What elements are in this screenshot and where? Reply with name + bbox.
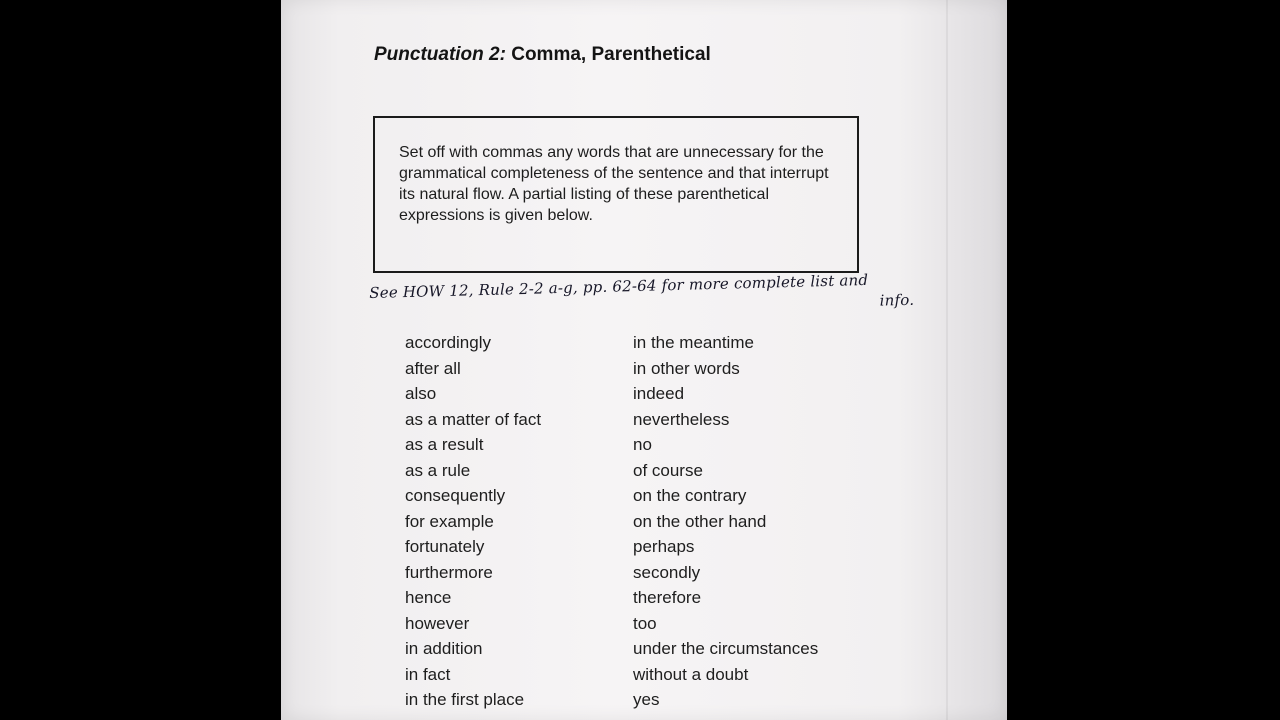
list-item: in the meantime [633, 333, 754, 352]
list-item: nevertheless [633, 409, 730, 429]
handwritten-note [369, 268, 930, 325]
page-shadow-edge [946, 0, 948, 720]
list-item: without a doubt [633, 664, 749, 684]
list-item: for example [405, 511, 494, 531]
list-item: in the first place [405, 690, 525, 709]
list-item: after all [405, 358, 461, 378]
list-item: too [633, 613, 657, 633]
rule-text: Set off with commas any words that are unnecessary for the grammatical completeness of the sentence and that interrupt its natural flow. A partial listing of these parenthetical expressions is given below. [399, 144, 829, 224]
list-item: as a result [405, 435, 484, 454]
list-item: furthermore [405, 562, 493, 582]
list-item: of course [633, 460, 703, 480]
document-page [281, 0, 1007, 720]
page-title [374, 44, 914, 66]
list-item: accordingly [405, 333, 491, 352]
list-item: secondly [633, 562, 701, 582]
list-item: on the contrary [633, 486, 747, 505]
expression-list-right [633, 330, 873, 713]
list-item: hence [405, 588, 452, 607]
list-item: consequently [405, 486, 506, 505]
title-lead: Punctuation 2: [374, 44, 506, 65]
list-item: also [405, 384, 437, 403]
handwritten-note-line2: info. [879, 290, 915, 310]
list-item: no [633, 435, 652, 454]
list-item: on the other hand [633, 511, 767, 531]
list-item: under the circumstances [633, 639, 819, 658]
list-item: in fact [405, 664, 451, 684]
list-item: therefore [633, 588, 702, 607]
list-item: yes [633, 690, 660, 709]
rule-box [373, 116, 859, 273]
list-item: as a rule [405, 460, 471, 480]
handwritten-note-line1: See HOW 12, Rule 2-2 a-g, pp. 62-64 for more complete list and [369, 270, 869, 302]
list-item: indeed [633, 384, 685, 403]
title-rest: Comma, Parenthetical [511, 44, 711, 65]
list-item: as a matter of fact [405, 409, 542, 429]
expression-list-left [405, 330, 615, 713]
list-item: perhaps [633, 537, 695, 556]
list-item: in addition [405, 639, 483, 658]
list-item: in other words [633, 358, 740, 378]
list-item: fortunately [405, 537, 485, 556]
list-item: however [405, 613, 470, 633]
